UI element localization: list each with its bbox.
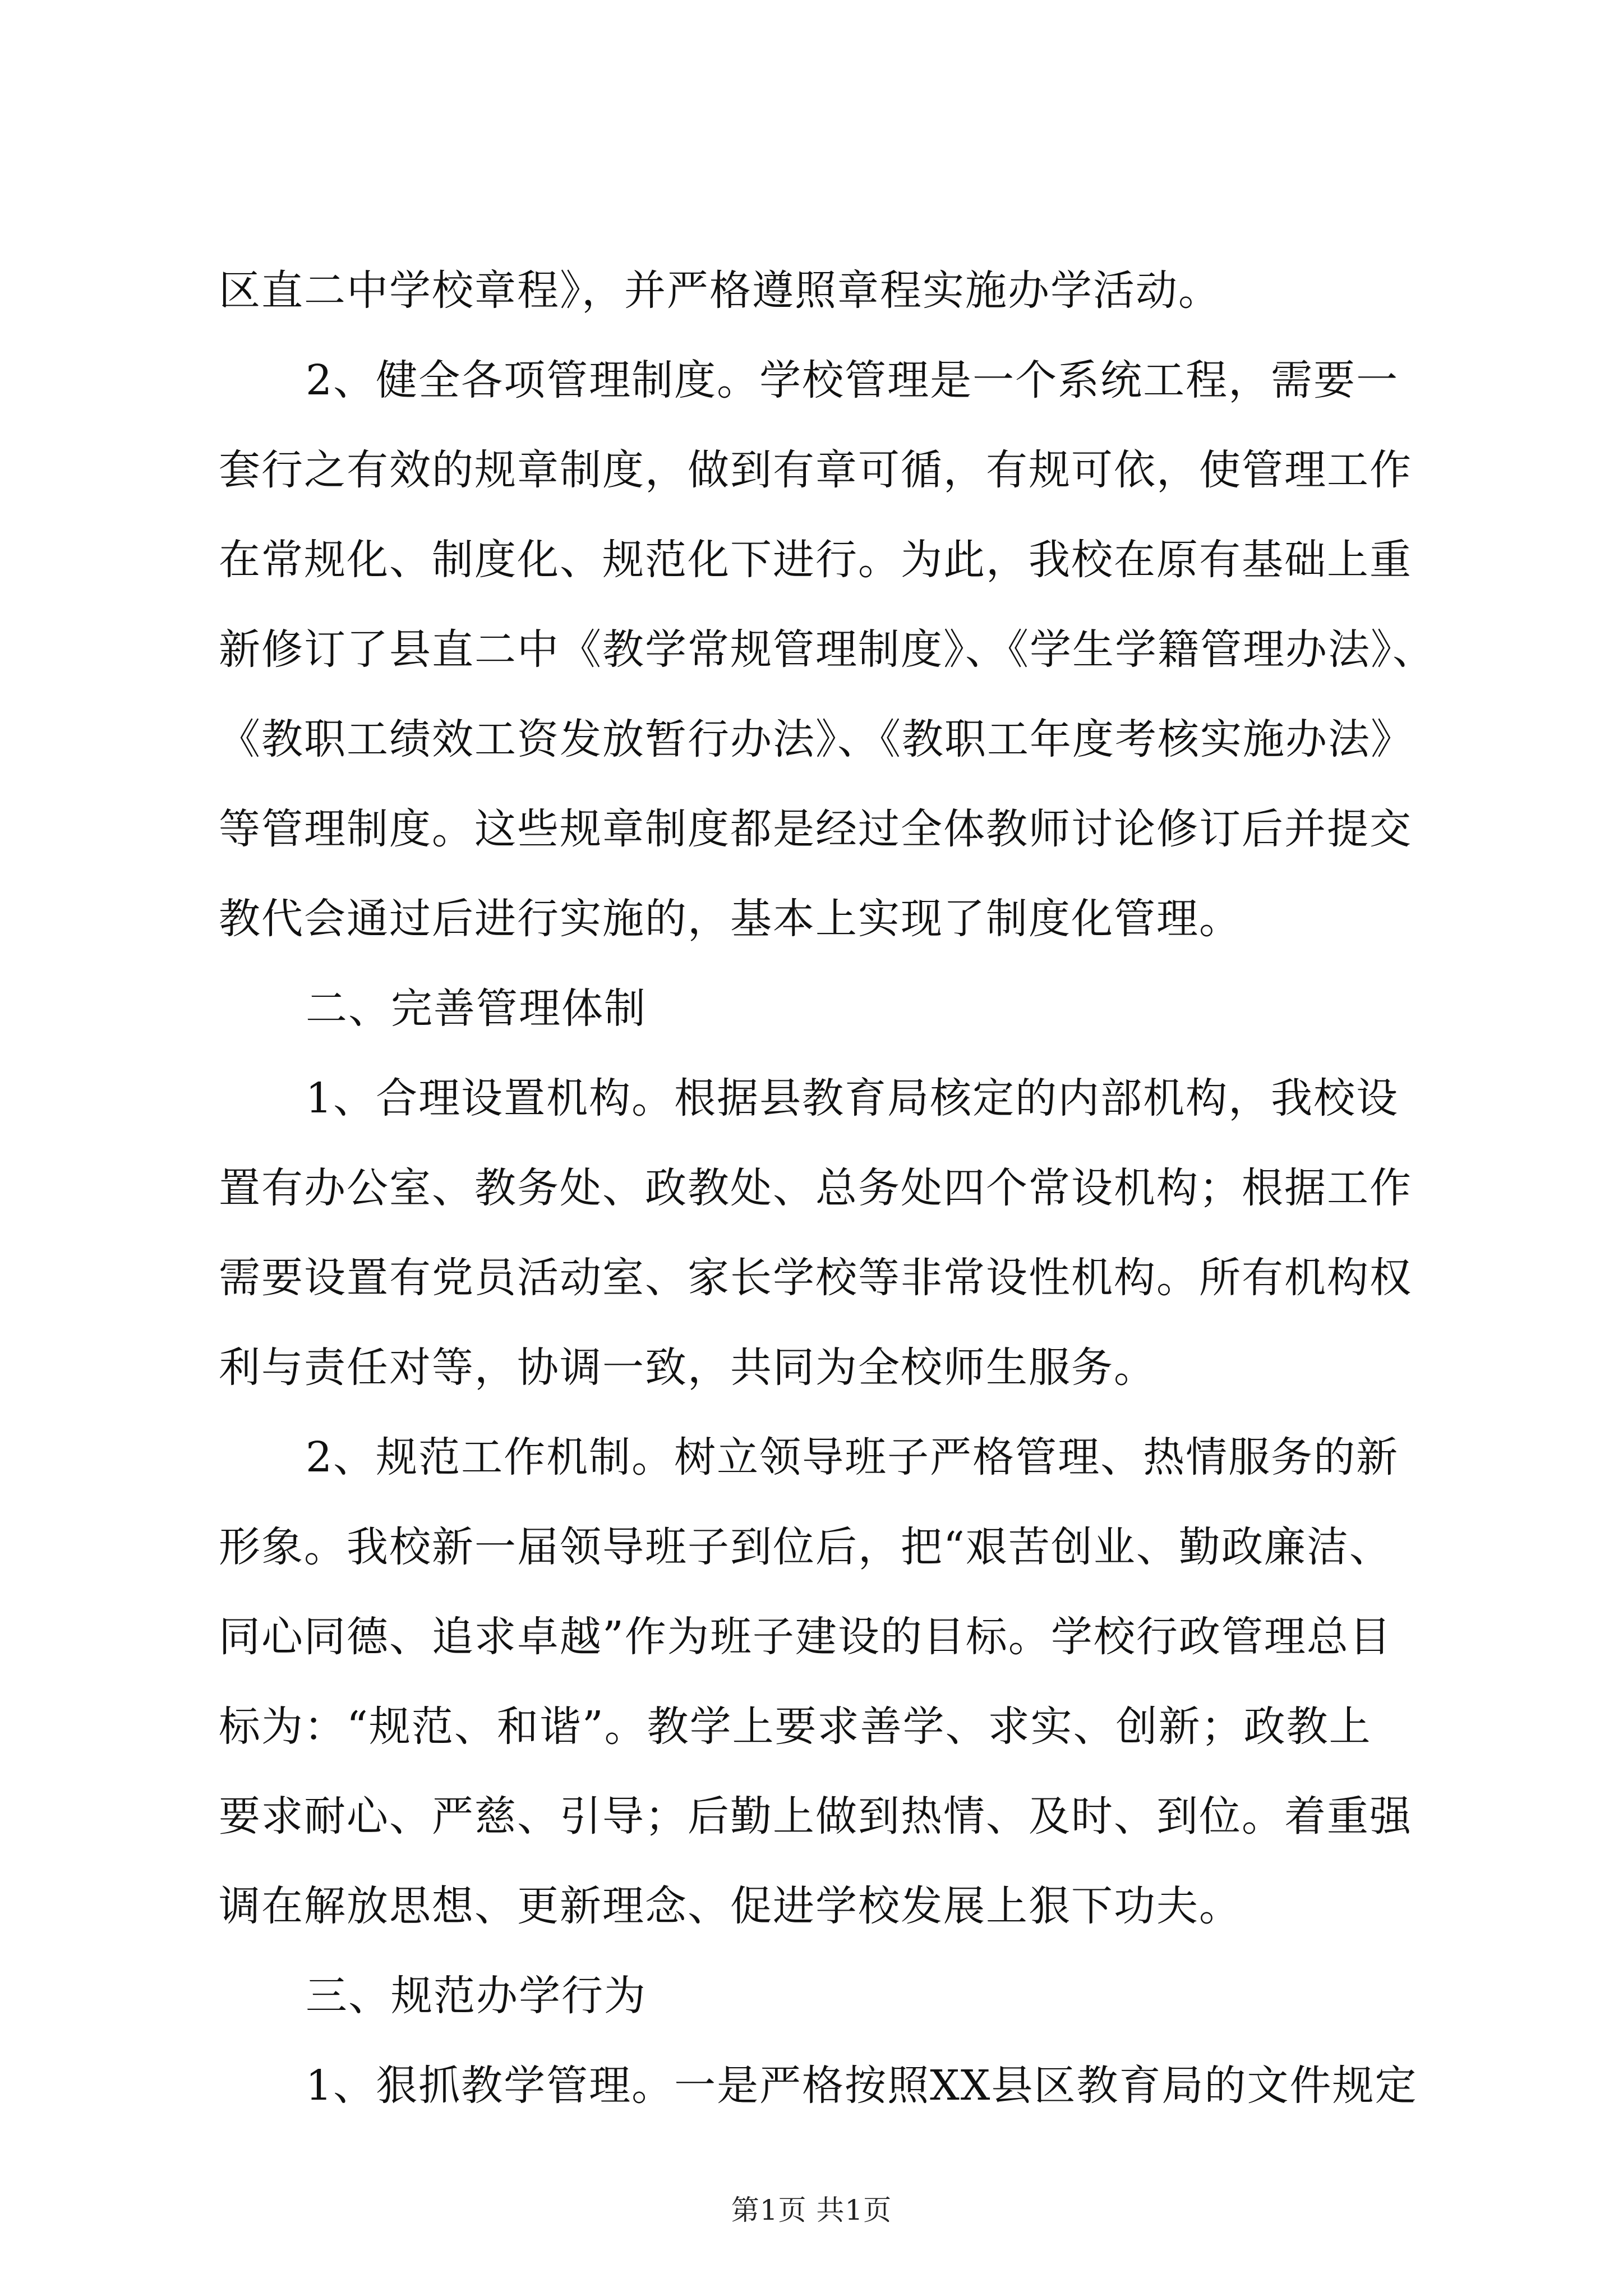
text-line: 在常规化、制度化、规范化下进行。为此，我校在原有基础上重 xyxy=(219,536,1412,584)
text-line: 标为：“规范、和谐”。教学上要求善学、求实、创新；政教上 xyxy=(219,1703,1372,1751)
text-line: 调在解放思想、更新理念、促进学校发展上狠下功夫。 xyxy=(219,1882,1242,1930)
text-line: 新修订了县直二中《教学常规管理制度》、《学生学籍管理办法》、 xyxy=(219,625,1435,674)
text-line: 区直二中学校章程》，并严格遵照章程实施办学活动。 xyxy=(219,266,1221,315)
text-line: 利与责任对等，协调一致，共同为全校师生服务。 xyxy=(219,1343,1156,1392)
page-footer: 第1页 共1页 xyxy=(731,2194,892,2226)
paragraph-heading-line: 1、狠抓教学管理。一是严格按照XX县区教育局的文件规定 xyxy=(306,2062,1418,2110)
text-line: 形象。我校新一届领导班子到位后，把“艰苦创业、勤政廉洁、 xyxy=(219,1523,1392,1571)
section-heading: 二、完善管理体制 xyxy=(306,984,647,1033)
text-line: 教代会通过后进行实施的，基本上实现了制度化管理。 xyxy=(219,895,1242,943)
paragraph-heading-line: 2、健全各项管理制度。学校管理是一个系统工程，需要一 xyxy=(306,356,1399,404)
text-line: 同心同德、追求卓越”作为班子建设的目标。学校行政管理总目 xyxy=(219,1613,1392,1661)
paragraph-heading-line: 2、规范工作机制。树立领导班子严格管理、热情服务的新 xyxy=(306,1433,1399,1481)
text-line: 《教职工绩效工资发放暂行办法》、《教职工年度考核实施办法》 xyxy=(219,715,1413,763)
text-line: 置有办公室、教务处、政教处、总务处四个常设机构；根据工作 xyxy=(219,1164,1412,1212)
paragraph-heading-line: 1、合理设置机构。根据县教育局核定的内部机构，我校设 xyxy=(306,1074,1399,1122)
text-line: 要求耐心、严慈、引导；后勤上做到热情、及时、到位。着重强 xyxy=(219,1792,1412,1841)
text-line: 等管理制度。这些规章制度都是经过全体教师讨论修订后并提交 xyxy=(219,805,1412,853)
text-line: 需要设置有党员活动室、家长学校等非常设性机构。所有机构权 xyxy=(219,1254,1412,1302)
text-line: 套行之有效的规章制度，做到有章可循，有规可依，使管理工作 xyxy=(219,446,1412,494)
section-heading: 三、规范办学行为 xyxy=(306,1972,647,2020)
